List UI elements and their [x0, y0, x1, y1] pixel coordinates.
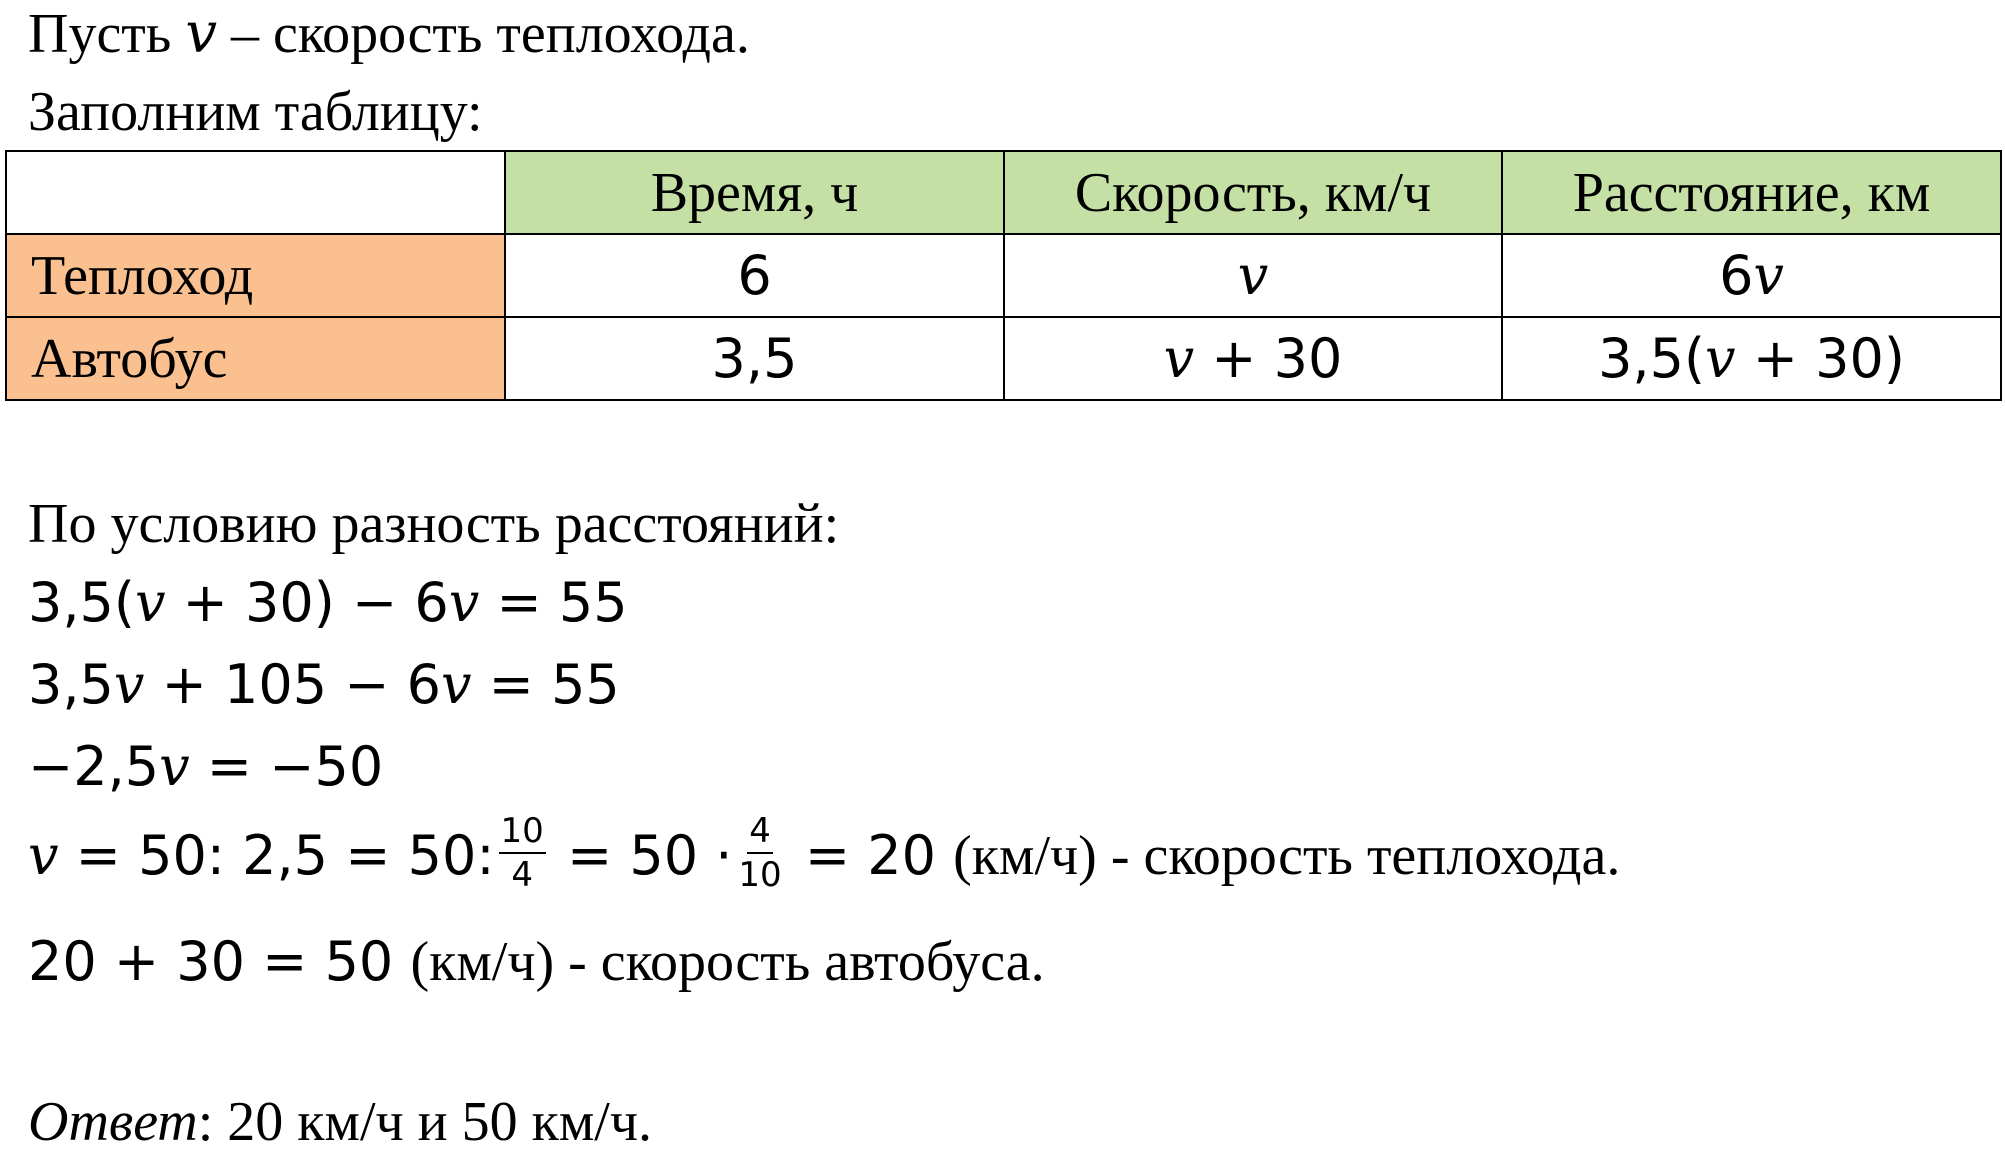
header-time: Время, ч [505, 151, 1004, 234]
equation-3 [28, 735, 384, 798]
eq4-part-c: = 20 [787, 823, 954, 887]
cell-bus-speed-var: v [1163, 327, 1195, 390]
velocity-variable: v [185, 1, 217, 66]
eq3-part-c: = −50 [189, 735, 384, 798]
answer-line [28, 1091, 653, 1153]
cell-bus-distance-prefix: 3,5( [1598, 327, 1706, 390]
intro-prefix: Пусть [28, 3, 186, 65]
fraction-4-over-10 [736, 811, 783, 895]
header-speed: Скорость, км/ч [1004, 151, 1502, 234]
intro-suffix: – скорость теплохода. [216, 3, 750, 65]
eq1-var-2: v [448, 571, 480, 634]
eq5-unit-text: (км/ч) - скорость автобуса. [410, 931, 1045, 993]
eq1-part-b: + 30) − 6 [165, 571, 449, 634]
equation-5 [28, 930, 1045, 993]
eq5-math: 20 + 30 = 50 [28, 930, 411, 993]
equation-4 [28, 811, 1621, 895]
motion-table [5, 150, 2002, 401]
eq3-var: v [159, 735, 190, 798]
answer-text: : 20 км/ч и 50 км/ч. [197, 1091, 653, 1153]
eq2-part-b: + 105 − 6 [144, 653, 441, 716]
eq3-part-a: −2,5 [28, 735, 160, 798]
cell-bus-distance [1502, 317, 2001, 400]
cell-bus-distance-var: v [1705, 327, 1736, 390]
eq1-part-a: 3,5( [28, 571, 135, 634]
eq2-var-1: v [113, 653, 145, 716]
cell-bus-time: 3,5 [505, 317, 1004, 400]
table-header-row [6, 151, 2001, 234]
cell-bus-speed-suffix: + 30 [1194, 327, 1343, 390]
fraction-1-denominator: 4 [511, 854, 533, 895]
eq4-unit-text: (км/ч) - скорость теплохода. [953, 824, 1621, 887]
intro-line-2: Заполним таблицу: [28, 81, 483, 143]
table-row [6, 234, 2001, 317]
row-label-ship: Теплоход [6, 234, 505, 317]
header-distance: Расстояние, км [1502, 151, 2001, 234]
cell-bus-speed [1004, 317, 1502, 400]
eq1-part-c: = 55 [479, 571, 628, 634]
condition-text: По условию разность расстояний: [28, 493, 840, 555]
eq2-part-c: = 55 [471, 653, 620, 716]
equation-1 [28, 571, 628, 634]
fraction-2-denominator: 10 [738, 854, 782, 895]
cell-ship-time: 6 [505, 234, 1004, 317]
equation-2 [28, 653, 620, 716]
cell-ship-distance [1502, 234, 2001, 317]
row-label-bus: Автобус [6, 317, 505, 400]
eq4-part-a: = 50: 2,5 = 50: [58, 823, 495, 887]
eq1-var-1: v [134, 571, 166, 634]
intro-line-1 [28, 1, 750, 66]
cell-ship-distance-var: v [1753, 244, 1784, 307]
fraction-10-over-4 [499, 811, 546, 895]
table-corner-cell [6, 151, 505, 234]
cell-bus-distance-suffix: + 30) [1735, 327, 1905, 390]
answer-label: Ответ [28, 1091, 198, 1153]
eq2-part-a: 3,5 [28, 653, 114, 716]
eq2-var-2: v [440, 653, 472, 716]
cell-ship-speed-var: v [1237, 244, 1269, 307]
eq4-part-b: = 50 · [549, 823, 733, 887]
fraction-1-numerator: 10 [499, 814, 546, 854]
cell-ship-distance-coef: 6 [1719, 244, 1754, 307]
table-row [6, 317, 2001, 400]
fraction-2-numerator: 4 [747, 814, 773, 854]
eq4-var: v [28, 823, 59, 887]
cell-ship-speed [1004, 234, 1502, 317]
